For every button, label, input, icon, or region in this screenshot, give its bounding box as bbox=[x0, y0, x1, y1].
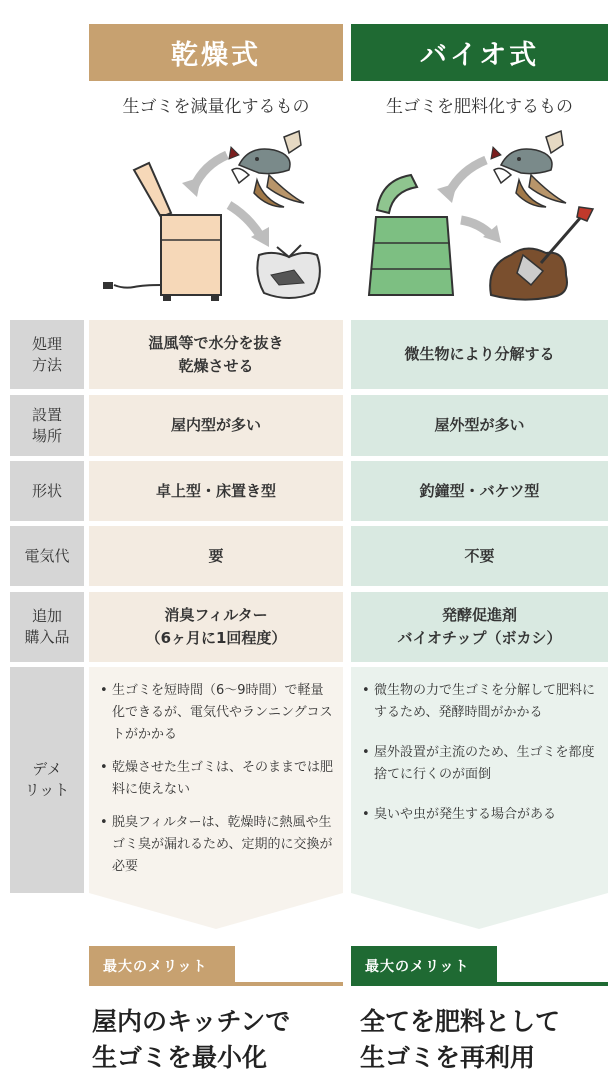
compost-bin-icon bbox=[369, 175, 453, 295]
bio-cell: 釣鐘型・バケツ型 bbox=[351, 461, 608, 521]
list-item: • 脱臭フィルターは、乾燥時に熱風や生ゴミ臭が漏れるため、定期的に交換が必要 bbox=[100, 812, 336, 878]
list-item: • 臭いや虫が発生する場合がある bbox=[362, 804, 602, 826]
bio-demerit-list bbox=[362, 680, 602, 837]
row-label: 処理 方法 bbox=[10, 320, 84, 389]
garbage-bag-icon bbox=[257, 245, 320, 298]
dry-demerit-list bbox=[100, 680, 336, 889]
bio-type-header bbox=[351, 24, 608, 81]
bio-cell: 屋外型が多い bbox=[351, 395, 608, 456]
row-label: 追加 購入品 bbox=[10, 592, 84, 662]
bio-merit-text: 全てを肥料として 生ゴミを再利用 bbox=[360, 1007, 561, 1072]
dry-merit-tag: 最大のメリット bbox=[89, 946, 235, 986]
dry-cell: 屋内型が多い bbox=[89, 395, 343, 456]
row-label: 設置 場所 bbox=[10, 395, 84, 456]
bio-type-title: バイオ式 bbox=[419, 40, 540, 71]
dry-cell: 要 bbox=[89, 526, 343, 586]
dry-type-header bbox=[89, 24, 343, 81]
dry-merit-underline bbox=[89, 982, 343, 986]
bio-merit-underline bbox=[351, 982, 608, 986]
dry-cell: 消臭フィルター （6ヶ月に1回程度） bbox=[89, 592, 343, 662]
demerit-label: デメ リット bbox=[10, 667, 84, 893]
dry-cell: 卓上型・床置き型 bbox=[89, 461, 343, 521]
bio-type-illustration bbox=[351, 125, 608, 310]
dry-type-subtitle: 生ゴミを減量化するもの bbox=[122, 97, 310, 117]
list-item: • 生ゴミを短時間（6〜9時間）で軽量化できるが、電気代やランニングコストがかかる bbox=[100, 680, 336, 746]
shovel-soil-icon bbox=[490, 207, 593, 300]
dry-merit-text: 屋内のキッチンで 生ゴミを最小化 bbox=[92, 1007, 291, 1072]
list-item: • 微生物の力で生ゴミを分解して肥料にするため、発酵時間がかかる bbox=[362, 680, 602, 724]
bio-cell: 微生物により分解する bbox=[351, 320, 608, 389]
bio-merit-tag: 最大のメリット bbox=[351, 946, 497, 986]
dry-cell: 温風等で水分を抜き 乾燥させる bbox=[89, 320, 343, 389]
list-item: • 乾燥させた生ゴミは、そのままでは肥料に使えない bbox=[100, 757, 336, 801]
row-label: 電気代 bbox=[10, 526, 84, 586]
bio-cell: 不要 bbox=[351, 526, 608, 586]
kitchen-scraps-icon bbox=[229, 131, 304, 207]
bio-type-subtitle: 生ゴミを肥料化するもの bbox=[386, 97, 573, 117]
dryer-machine-icon bbox=[103, 163, 221, 301]
list-item: • 屋外設置が主流のため、生ゴミを都度捨てに行くのが面倒 bbox=[362, 742, 602, 786]
dry-type-illustration bbox=[89, 125, 343, 310]
row-label: 形状 bbox=[10, 461, 84, 521]
bio-cell: 発酵促進剤 バイオチップ（ボカシ） bbox=[351, 592, 608, 662]
kitchen-scraps-icon bbox=[491, 131, 566, 207]
dry-type-title: 乾燥式 bbox=[171, 40, 261, 71]
